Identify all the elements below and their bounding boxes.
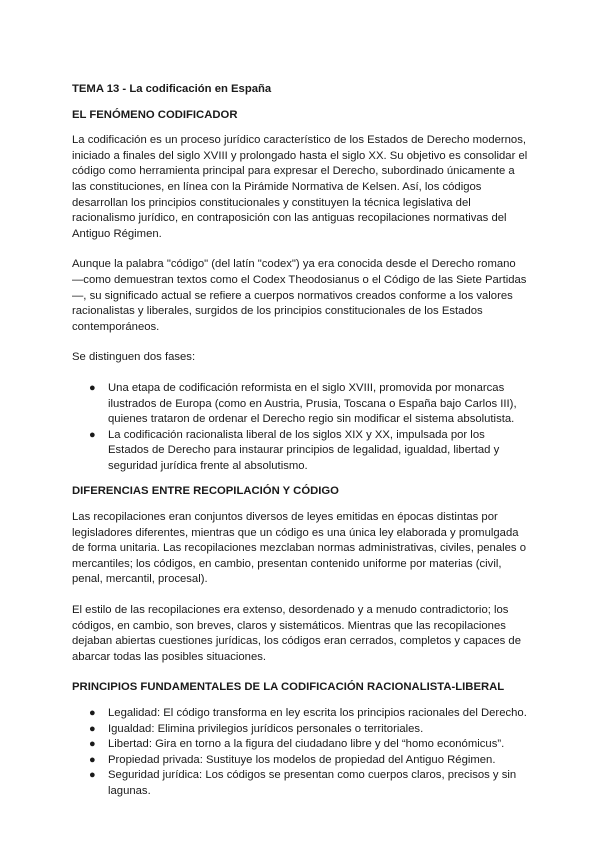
section-heading-principios: PRINCIPIOS FUNDAMENTALES DE LA CODIFICACIÓN RACIONALISTA-LIBERAL: [72, 681, 505, 694]
list-item: ● Una etapa de codificación reformista en el siglo XVIII, promovida por monarcas ilustrados de Europa (como en Austria, Prusia, Toscana o España bajo Carlos III), quienes trataron de ordenar el Derecho regio sin modificar el sistema absolutista.: [89, 381, 517, 426]
paragraph: Se distinguen dos fases:: [72, 351, 196, 364]
phases-list: [72, 381, 528, 475]
paragraph: Las recopilaciones eran conjuntos diversos de leyes emitidas en épocas distintas por legisladores diferentes, mientras que un código es una única ley elaborada y promulgada de forma unitaria. Las recopilaciones mezclaban normas administrativas, civiles, penales o mercantiles; los códigos, en cambio, presentan contenido uniforme por materias (civil, penal, mercantil, procesal).: [72, 511, 526, 586]
section-heading-fenomeno: EL FENÓMENO CODIFICADOR: [72, 108, 238, 121]
list-item: ● Seguridad jurídica: Los códigos se presentan como cuerpos claros, precisos y sin lagunas.: [89, 769, 517, 797]
bullet-icon: ●: [89, 707, 96, 719]
list-item: ● Propiedad privada: Sustituye los modelos de propiedad del Antiguo Régimen.: [72, 753, 528, 769]
document-title: TEMA 13 - La codificación en España: [72, 83, 272, 95]
bullet-icon: ●: [89, 738, 96, 751]
paragraph: Aunque la palabra "código" (del latín "codex") ya era conocida desde el Derecho romano —como demuestran textos como el Codex Theodosianus o el Código de las Siete Partidas—, su significado actual se refiere a cuerpos normativos creados conforme a los valores racionalistas y liberales, surgidos de los principios constitucionales de los Estados contemporáneos.: [72, 258, 527, 333]
paragraph: La codificación es un proceso jurídico característico de los Estados de Derecho modernos, iniciado a finales del siglo XVIII y prolongado hasta el siglo XX. Su objetivo es consolidar el código como herramienta principal para expresar el Derecho, subordinado únicamente a las constituciones, en línea con la Pirámide Normativa de Kelsen. Así, los códigos desarrollan los principios constitucionales y constituyen la técnica legislativa del racionalismo jurídico, en contraposición con las antiguas recopilaciones normativas del Antiguo Régimen.: [72, 134, 528, 240]
list-item: ● La codificación racionalista liberal de los siglos XIX y XX, impulsada por los Estados de Derecho para instaurar principios de legalidad, igualdad, libertad y seguridad jurídica frente al absolutismo.: [89, 428, 500, 472]
list-item: ● Igualdad: Elimina privilegios jurídicos personales o territoriales.: [72, 722, 528, 738]
list-item: ● Libertad: Gira en torno a la figura del ciudadano libre y del “homo económicus”.: [72, 737, 528, 753]
bullet-icon: ●: [89, 769, 96, 782]
bullet-icon: ●: [89, 722, 96, 735]
principles-list: [72, 706, 528, 800]
paragraph: El estilo de las recopilaciones era extenso, desordenado y a menudo contradictorio; los códigos, en cambio, son breves, claros y sistemáticos. Mientras que las recopilaciones dejaban abiertas cuestiones jurídicas, los códigos eran cerrados, completos y capaces de abarcar todas las posibles situaciones.: [72, 604, 521, 663]
list-item: ● Legalidad: El código transforma en ley escrita los principios racionales del Derecho.: [72, 706, 528, 722]
bullet-icon: ●: [89, 753, 96, 766]
bullet-icon: ●: [89, 381, 96, 394]
bullet-icon: ●: [89, 428, 96, 441]
section-heading-diferencias: DIFERENCIAS ENTRE RECOPILACIÓN Y CÓDIGO: [72, 485, 339, 498]
